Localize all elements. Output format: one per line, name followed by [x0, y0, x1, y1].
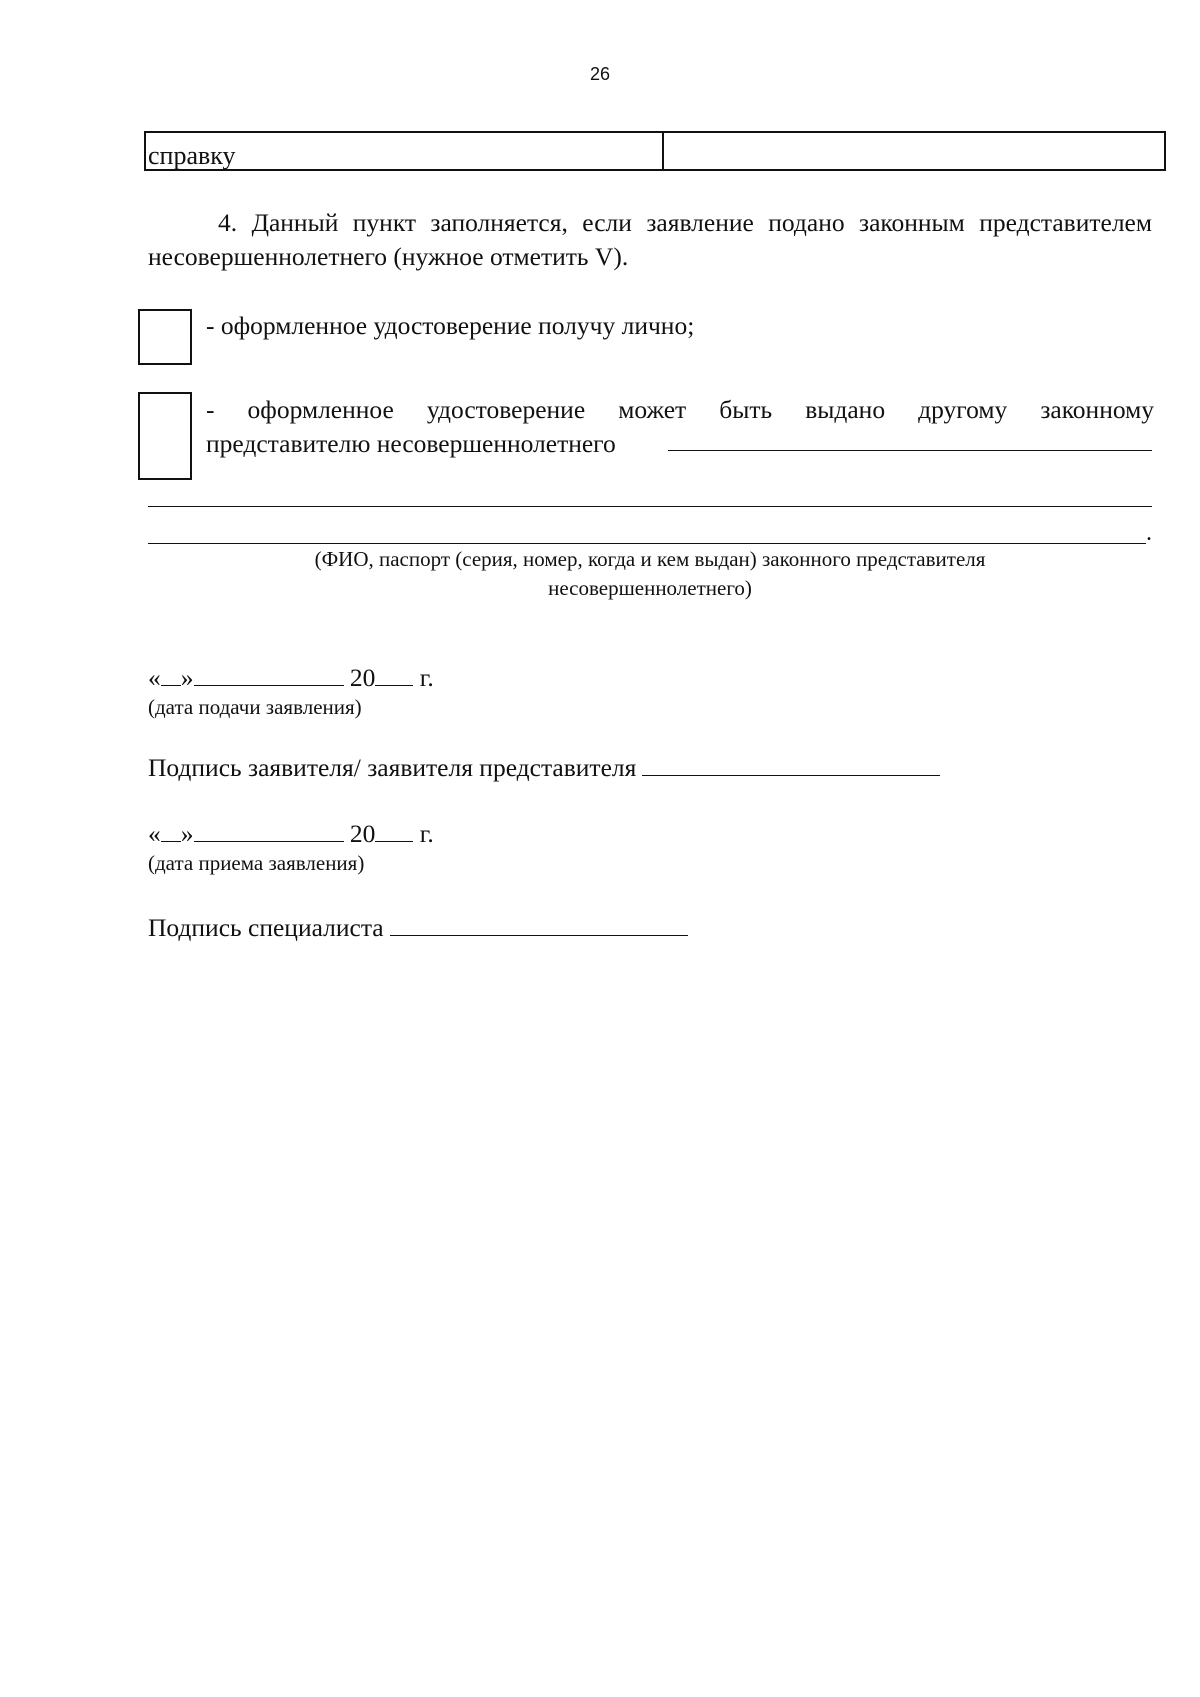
- representative-fill-line-2[interactable]: [148, 506, 1152, 507]
- year-suffix: г.: [419, 663, 434, 692]
- section-4-paragraph: [148, 206, 1152, 274]
- submission-date-row: [148, 662, 434, 694]
- close-quote: »: [180, 819, 194, 848]
- caption-line-2: несовершеннолетнего): [548, 576, 752, 600]
- acceptance-day-field[interactable]: [161, 821, 181, 842]
- option-other-representative-label-line1: - оформленное удостоверение может быть выдано другому законному: [206, 395, 1154, 424]
- specialist-signature-field[interactable]: [390, 915, 688, 936]
- representative-fill-line-3[interactable]: [148, 543, 1146, 544]
- year-prefix: 20: [349, 663, 376, 692]
- representative-caption: [148, 545, 1152, 603]
- applicant-signature-label: Подпись заявителя/ заявителя представителя: [148, 753, 637, 782]
- option-receive-personally-label: - оформленное удостоверение получу лично;: [206, 311, 695, 340]
- table-cell-right[interactable]: [664, 133, 1164, 169]
- applicant-signature-row: [148, 752, 940, 784]
- submission-date-note: (дата подачи заявления): [148, 695, 362, 719]
- checkbox-receive-personally[interactable]: [138, 309, 192, 365]
- option-other-representative-label-line2: представителю несовершеннолетнего: [206, 429, 616, 458]
- trailing-dot: .: [1146, 520, 1152, 546]
- representative-fill-line-1[interactable]: [668, 450, 1152, 451]
- acceptance-date-note: (дата приема заявления): [148, 851, 365, 875]
- page-number: 26: [589, 64, 611, 84]
- specialist-signature-label: Подпись специалиста: [148, 913, 384, 942]
- open-quote: «: [148, 819, 161, 848]
- submission-year-field[interactable]: [375, 665, 413, 686]
- acceptance-month-field[interactable]: [194, 821, 344, 842]
- year-prefix: 20: [349, 819, 376, 848]
- close-quote: »: [180, 663, 194, 692]
- specialist-signature-row: [148, 912, 688, 944]
- section-number: 4.: [218, 208, 238, 237]
- table-cell-left: справку: [146, 133, 664, 169]
- open-quote: «: [148, 663, 161, 692]
- section-text: Данный пункт заполняется, если заявление подано законным представителем несовершеннолетнего (нужное отметить V).: [148, 208, 1153, 271]
- applicant-signature-field[interactable]: [642, 755, 940, 776]
- caption-line-1: (ФИО, паспорт (серия, номер, когда и кем выдан) законного представителя: [314, 547, 986, 571]
- acceptance-year-field[interactable]: [375, 821, 413, 842]
- checkbox-issue-to-other-representative[interactable]: [138, 392, 192, 480]
- form-table-row: [144, 131, 1166, 171]
- acceptance-date-row: [148, 818, 434, 850]
- year-suffix: г.: [419, 819, 434, 848]
- submission-day-field[interactable]: [161, 665, 181, 686]
- submission-month-field[interactable]: [194, 665, 344, 686]
